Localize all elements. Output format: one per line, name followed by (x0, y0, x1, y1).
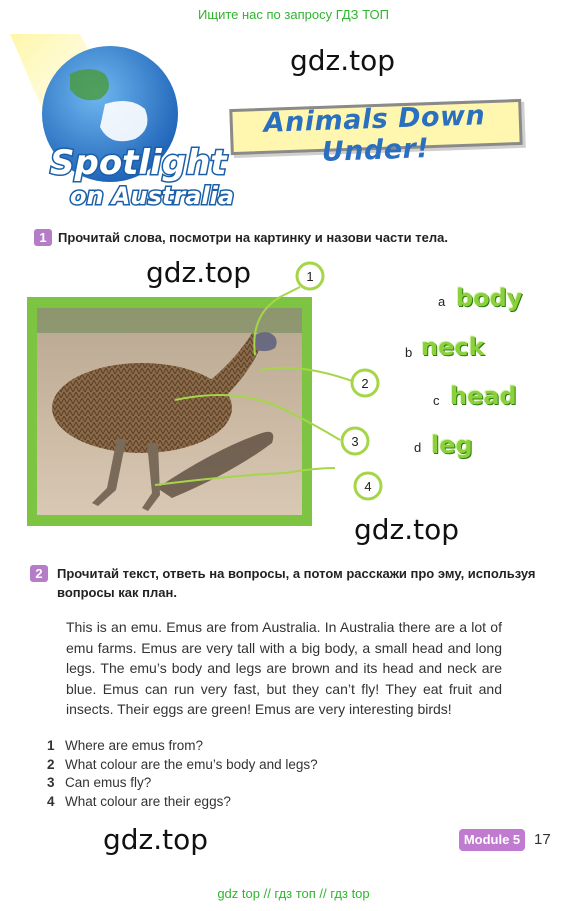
word-letter: d (414, 440, 422, 455)
exercise-number: 1 (34, 229, 52, 246)
watermark: gdz.top (354, 513, 460, 546)
exercise-number: 2 (30, 565, 48, 582)
top-banner: Ищите нас по запросу ГДЗ ТОП (198, 7, 389, 22)
word-neck: neck (421, 333, 485, 361)
exercise-instruction: Прочитай слова, посмотри на картинку и назови части тела. (58, 230, 448, 245)
spotlight-logo (10, 34, 240, 214)
callout-2: 2 (361, 376, 369, 391)
emu-passage: This is an emu. Emus are from Australia. In Australia there are a lot of emu farms. Emus are very tall with a big body, a small head and long legs. The emu’s body and legs are brown and its head and neck are blue. Emus can run very fast, but they can’t fly! They eat fruit and insects. Their eggs are green! Emus are very interesting birds! (66, 619, 502, 717)
watermark: gdz.top (146, 256, 252, 289)
watermark: gdz.top (103, 823, 209, 856)
question-item: 4 What colour are their eggs? (47, 793, 231, 809)
logo-line1: Spotlight (50, 143, 227, 183)
word-letter: a (438, 294, 446, 309)
logo-line2: on Australia (70, 182, 235, 210)
exercise-instruction: Прочитай текст, ответь на вопросы, а потом расскажи про эму, используя вопросы как план. (57, 566, 536, 600)
word-letter: c (433, 393, 440, 408)
word-head: head (450, 382, 517, 410)
page-number: 17 (534, 831, 551, 848)
question-item: 3 Can emus fly? (47, 775, 152, 790)
question-item: 1 Where are emus from? (47, 738, 204, 753)
callout-3: 3 (351, 434, 359, 449)
watermark: gdz.top (290, 44, 396, 77)
question-item: 2 What colour are the emu’s body and legs? (47, 756, 318, 772)
word-body: body (456, 284, 523, 312)
page-title: Animals Down Under! (263, 100, 486, 168)
callout-lines (150, 255, 400, 515)
exercise-1-header (34, 229, 448, 247)
word-leg: leg (431, 431, 473, 459)
module-badge: Module 5 (459, 829, 525, 851)
bottom-links[interactable]: gdz top // гдз топ // гдз top (217, 886, 370, 901)
callout-4: 4 (364, 479, 372, 494)
question-list (47, 737, 447, 811)
exercise-2-header (30, 564, 550, 602)
word-letter: b (405, 345, 413, 360)
callout-1: 1 (306, 269, 314, 284)
title-banner (220, 98, 530, 168)
